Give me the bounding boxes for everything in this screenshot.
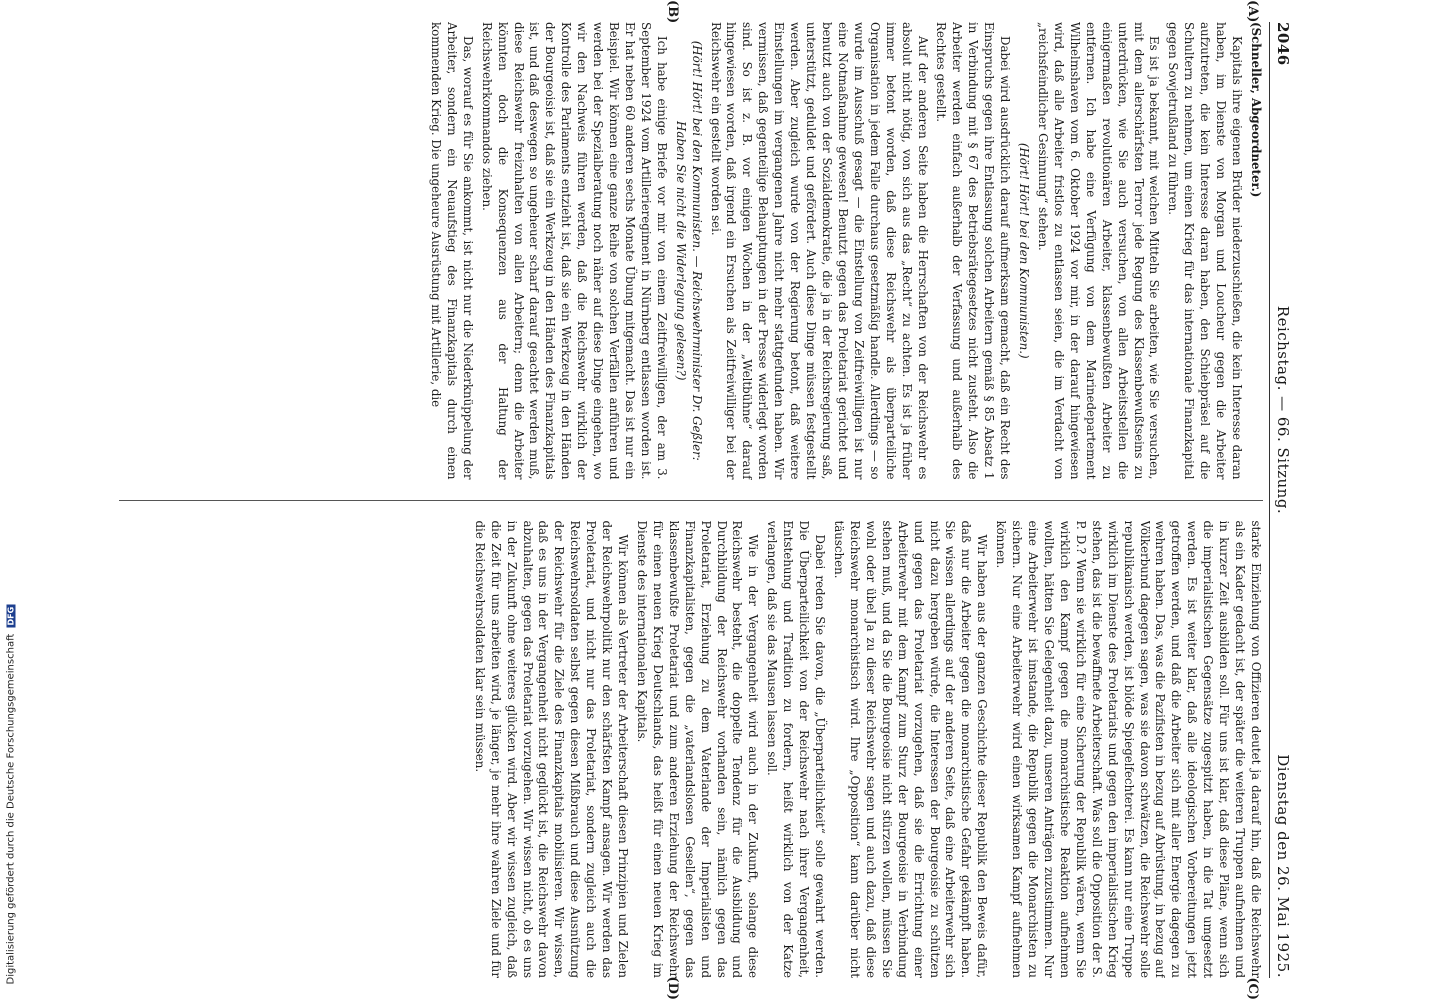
column-divider	[119, 500, 1263, 501]
interjection: (Hört! Hört! bei den Kommunisten. — Reichswehrminister Dr. Geßler: Haben Sie nicht die Widerlegung gelesen?)	[673, 40, 704, 461]
paragraph: Auf der anderen Seite haben die Herrschaften von der Reichswehr es absolut nicht nötig, von sich aus das „Recht“ zu achten. Es ist ja früher immer betont worden, daß diese Reichswehr als überparteiliche Organisation in jedem Falle durchaus gesetzmäßig handle. Allerdings — so wurde im Ausschuß gesagt — die Einstellung von Zeitfreiwilligen ist nur eine Notmaßnahme gewesen! Benutzt gegen das Proletariat gerichtet und benutzt auch von der Sozialdemokratie, die ja in der Reichsregierung saß, unterstützt, geduldet und gefördert. Auch diese Dinge müssen festgestellt werden. Aber zugleich wurde von der Regierung betont, daß weitere Einstellungen im vergangenen Jahre nicht mehr stattgefunden haben. Wir vermissen, daß gegenteilige Behauptungen in der Presse widerlegt worden sind. So ist z. B. vor einigen Wochen in der „Weltbühne“ darauf hingewiesen worden, daß irgend ein Ersuchen als Zeitfreiwilliger bei der Reichswehr ein gestellt worden sei.	[708, 22, 930, 480]
interjection: (Hört! Hört! bei den Kommunisten.)	[1017, 142, 1032, 359]
paragraph: Dabei wird ausdrücklich darauf aufmerksam gemacht, daß ein Recht des Einspruchs gegen ihre Entlassung solchen Arbeitern gemäß § 85 Absatz 1 in Verbindung mit § 67 des Betriebsrätegesetzes nicht zusteht. Also die Arbeiter werden einfach außerhalb der Verfassung und außerhalb des Rechtes gestellt.	[934, 22, 1013, 480]
paragraph: Dabei reden Sie davon, die „Überparteilichkeit“ solle gewahrt werden. Die Überparteilichkeit von der Reichswehr nach ihrer Vergangenheit, Entstehung und Tradition zu fordern, heißt wirklich von der Katze verlangen, daß sie das Mausen lassen soll.	[765, 520, 828, 978]
page-date: Dienstag den 26. Mai 1925.	[1274, 754, 1292, 978]
paragraph: Wie in der Vergangenheit wird auch in der Zukunft, solange diese Reichswehr besteht, die doppelte Tendenz für die Ausbildung und Durchbildung der Reichswehr vorhanden sein, nämlich gegen das Proletariat, Erziehung zu dem Vaterlande der Imperialisten und Finanzkapitalisten, gegen die „vaterlandslosen Gesellen“, gegen das klassenbewußte Proletariat und zum anderen Erziehung der Reichswehr für einen neuen Krieg Deutschlands, das heißt für einen neuen Krieg im Dienste des internationalen Kapitals.	[634, 520, 761, 978]
left-column	[119, 22, 1263, 480]
right-column	[119, 521, 1263, 979]
scanned-sheet	[100, 0, 1300, 1000]
dfg-logo: DFG	[6, 606, 16, 626]
newspaper-page	[100, 0, 1300, 1000]
paragraph: Wir können als Vertreter der Arbeiterschaft diesen Prinzipien und Zielen der Reichswehrpolitik nur den schärfsten Kampf ansagen. Wir werden das Proletariat, und nicht nur das Proletariat, sondern zugleich auch die Reichswehrsoldaten selbst gegen diesen Mißbrauch und diese Ausnützung der Reichswehr für die Ziele des Finanzkapitals mobilisieren. Wir wissen, daß es uns in der Vergangenheit nicht geglückt ist, die Reichswehr davon abzuhalten, gegen das Proletariat vorzugehen. Wir wissen nicht, ob es uns in der Zukunft ohne weiteres glücken wird. Aber wir wissen zugleich, daß die Zeit für uns arbeiten wird, je länger, je mehr ihre wahren Ziele und für die Reichswehrsoldaten klar sein müssen.	[472, 520, 631, 978]
page-title: Reichstag. — 66. Sitzung.	[1274, 305, 1292, 515]
page-number: 2046	[1274, 22, 1292, 66]
paragraph: starke Einziehung von Offizieren deutet ja darauf hin, daß die Reichswehr als ein Kader gedacht ist, der später die weiteren Truppen aufnehmen und in kurzer Zeit ausbilden soll. Für uns ist klar, daß diese Pläne, wenn sich die imperialistischen Gegensätze zugespitzt haben, in die Tat umgesetzt werden. Es ist weiter klar, daß alle ideologischen Vorbereitungen jetzt getroffen werden, und daß die Arbeiter sich mit aller Energie dagegen zu wehren haben. Das, was die Pazifisten in bezug auf Abrüstung, in bezug auf Völkerbund dagegen sagen, was sie davon schwätzen, die Reichswehr solle republikanisch werden, ist blöde Spiegelfechterei. Es kann nur eine Truppe wirklich im Dienste des Proletariats und gegen den imperialistischen Krieg stehen, das ist die bewaffnete Arbeiterschaft. Was soll die Opposition der S. P. D.? Wenn sie wirklich für eine Sicherung der Republik wären, wenn Sie wirklich den Kampf gegen die monarchistische Reaktion aufnehmen wollten, hätten Sie Gelegenheit dazu, unseren Anträgen zuzustimmen. Nur eine Arbeiterwehr ist imstande, die Republik gegen die Monarchisten zu sichern. Nur eine Arbeiterwehr wird einen wirksamen Kampf aufnehmen können.	[994, 520, 1263, 978]
paragraph: Wir haben aus der ganzen Geschichte dieser Republik den Beweis dafür, daß nur die Arbeiter gegen die monarchistische Gefahr gekämpft haben. Sie wissen allerdings auf der anderen Seite, daß eine Arbeiterwehr sich nicht dazu hergeben würde, die Interessen der Bourgeoisie zu schützen und gegen das Proletariat vorzugehen, daß sie die Errichtung einer Arbeiterwehr mit dem Kampf zum Sturz der Bourgeoisie in Verbindung stehen muß, und da Sie die Bourgeoisie nicht stürzen wollen, müssen Sie wohl oder übel Ja zu dieser Reichswehr sagen und auch dazu, daß diese Reichswehr monarchistisch wird. Ihre „Opposition“ kann darüber nicht täuschen.	[832, 520, 990, 978]
section-marker-c: (C)	[1245, 977, 1260, 1000]
section-marker-d: (D)	[665, 976, 680, 1000]
speaker-label: (Schneller, Abgeordneter.)	[1249, 22, 1263, 198]
text-columns	[119, 22, 1263, 978]
digitization-credit	[4, 6, 18, 996]
section-marker-b: (B)	[665, 0, 680, 24]
paragraph: Das, worauf es für Sie ankommt, ist nicht nur die Niederknüppelung der Arbeiter, sondern ein Neuaufstieg des Finanzkapitals durch einen kommenden Krieg. Die ungeheure Ausrüstung mit Artillerie, die	[428, 22, 475, 480]
credit-text: Digitalisierung gefördert durch die Deutsche Forschungsgemeinschaft	[5, 633, 17, 985]
paragraph: Kapitals ihre eigenen Brüder niederzuschießen, die kein Interesse daran haben, im Dienste von Morgan und Loucheur gegen die Arbeiter aufzutreten, die kein Interesse daran haben, den Schiebpräsel auf die Schultern zu nehmen, um einen Krieg für das internationale Finanzkapital gegen Sowjetrußland zu führen.	[1166, 22, 1245, 480]
paragraph: Ich habe einige Briefe vor mir von einem Zeitfreiwilligen, der am 3. September 1924 vom Artillerieregiment in Nürnberg entlassen worden ist. Er hat neben 60 anderen sechs Monate Übung mitgemacht. Das ist nur ein Beispiel. Wir können eine ganze Reihe von solchen Verfällen anführen und werden bei der Spezialberatung noch näher auf diese Dinge eingehen, wo wir den Nachweis führen werden, daß die Reichswehr wirklich der Kontrolle des Parlaments entzieht ist, daß sie ein Werkzeug in den Händen der Bourgeoisie ist, daß sie ein Werkzeug in den Händen des Finanzkapitals ist, und daß deswegen so ungeheuer scharf darauf geachtet werden muß, diese Reichswehr freizuhalten von allen Arbeitern; denn die Arbeiter könnten doch die Konsequenzen aus der Haltung der Reichswehrkommandos ziehen.	[479, 22, 669, 480]
section-marker-a: (A)	[1245, 0, 1260, 23]
paragraph: Es ist ja bekannt, mit welchen Mitteln Sie arbeiten, wie Sie versuchen, mit dem allerschärfsten Terror jede Regung des Klassenbewußtseins zu unterdrücken, wie Sie auch versuchen, von allen Arbeitsstellen die einigermaßen revolutionären Arbeiter, klassenbewußten Arbeiter zu entfernen. Ich habe eine Verfügung von dem Marinedepartement Wilhelmshaven vom 6. Oktober 1924 vor mir, in der darauf hingewiesen wird, daß alle Arbeiter fristlos zu entlassen seien, die im Verdacht von „reichsfeindlicher Gesinnung“ stehen.	[1036, 22, 1162, 480]
running-head	[1269, 22, 1292, 978]
